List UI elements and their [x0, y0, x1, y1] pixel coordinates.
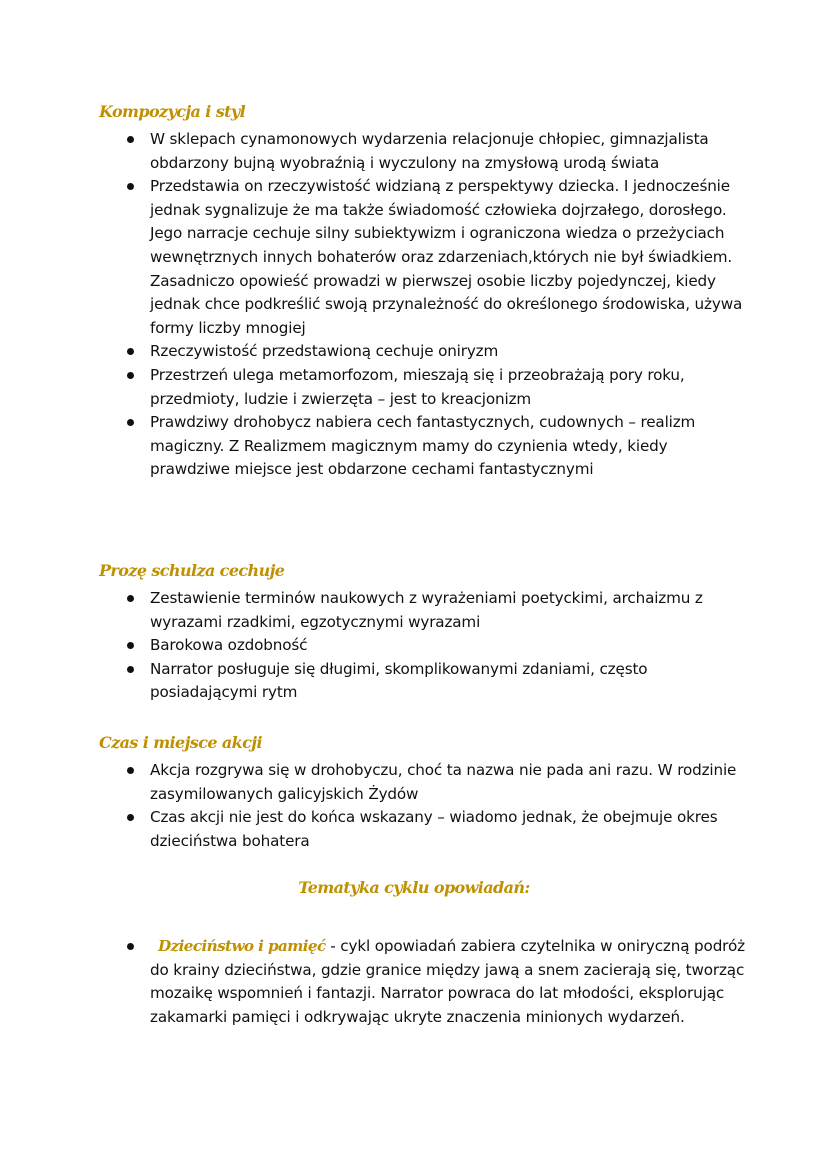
- list-item: Akcja rozgrywa się w drohobyczu, choć ta nazwa nie pada ani razu. W rodzinie zasymilowanych galicyjskich Żydów: [0, 759, 828, 806]
- list-item: Zestawienie terminów naukowych z wyrażeniami poetyckimi, archaizmu z wyrazami rzadkimi, egzotycznymi wyrazami: [0, 587, 828, 634]
- bullet-icon: [127, 943, 134, 950]
- list-item: Prawdziwy drohobycz nabiera cech fantastycznych, cudownych – realizm magiczny. Z Realizmem magicznym mamy do czynienia wtedy, kiedy prawdziwe miejsce jest obdarzone cechami fantastycznymi: [0, 411, 828, 482]
- bullet-icon: [127, 419, 134, 426]
- list-tematyka: [0, 935, 828, 1029]
- list-proza: [0, 587, 828, 705]
- list-item: Narrator posługuje się długimi, skomplikowanymi zdaniami, często posiadającymi rytm: [0, 658, 828, 705]
- bullet-icon: [127, 372, 134, 379]
- section-heading-tematyka: Tematyka cyklu opowiadań:: [298, 878, 530, 897]
- list-item: Przedstawia on rzeczywistość widzianą z perspektywy dziecka. I jednocześnie jednak sygnalizuje że ma także świadomość człowieka dojrzałego, dorosłego. Jego narracje cechuje silny subiektywizm i ograniczona wiedza o przeżyciach wewnętrznych innych bohaterów oraz zdarzeniach,których nie był świadkiem. Zasadniczo opowieść prowadzi w pierwszej osobie liczby pojedynczej, kiedy jednak chce podkreślić swoją przynależność do określonego środowiska, używa formy liczby mnogiej: [0, 175, 828, 340]
- section-heading-czas: Czas i miejsce akcji: [99, 733, 262, 752]
- section-heading-kompozycja: Kompozycja i styl: [99, 102, 246, 121]
- list-item: Barokowa ozdobność: [0, 634, 828, 658]
- list-item: [0, 935, 828, 1029]
- list-item: Przestrzeń ulega metamorfozom, mieszają się i przeobrażają pory roku, przedmioty, ludzie i zwierzęta – jest to kreacjonizm: [0, 364, 828, 411]
- list-kompozycja: [0, 128, 828, 482]
- bullet-icon: [127, 767, 134, 774]
- bullet-icon: [127, 666, 134, 673]
- bullet-icon: [127, 183, 134, 190]
- bullet-icon: [127, 348, 134, 355]
- list-item: W sklepach cynamonowych wydarzenia relacjonuje chłopiec, gimnazjalista obdarzony bujną wyobraźnią i wyczulony na zmysłową urodą świata: [0, 128, 828, 175]
- theme-title: Dzieciństwo i pamięć: [158, 937, 326, 955]
- list-czas: [0, 759, 828, 853]
- section-heading-proza: Prozę schulza cechuje: [99, 561, 285, 580]
- bullet-icon: [127, 642, 134, 649]
- theme-description: - cykl opowiadań zabiera czytelnika w oniryczną podróż do krainy dzieciństwa, gdzie granice między jawą a snem zacierają się, tworząc mozaikę wspomnień i fantazji. Narrator powraca do lat młodości, eksplorując zakamarki pamięci i odkrywając ukryte znaczenia minionych wydarzeń.: [150, 937, 745, 1026]
- list-item: Rzeczywistość przedstawioną cechuje oniryzm: [0, 340, 828, 364]
- list-item: Czas akcji nie jest do końca wskazany – wiadomo jednak, że obejmuje okres dzieciństwa bohatera: [0, 806, 828, 853]
- bullet-icon: [127, 814, 134, 821]
- bullet-icon: [127, 595, 134, 602]
- bullet-icon: [127, 136, 134, 143]
